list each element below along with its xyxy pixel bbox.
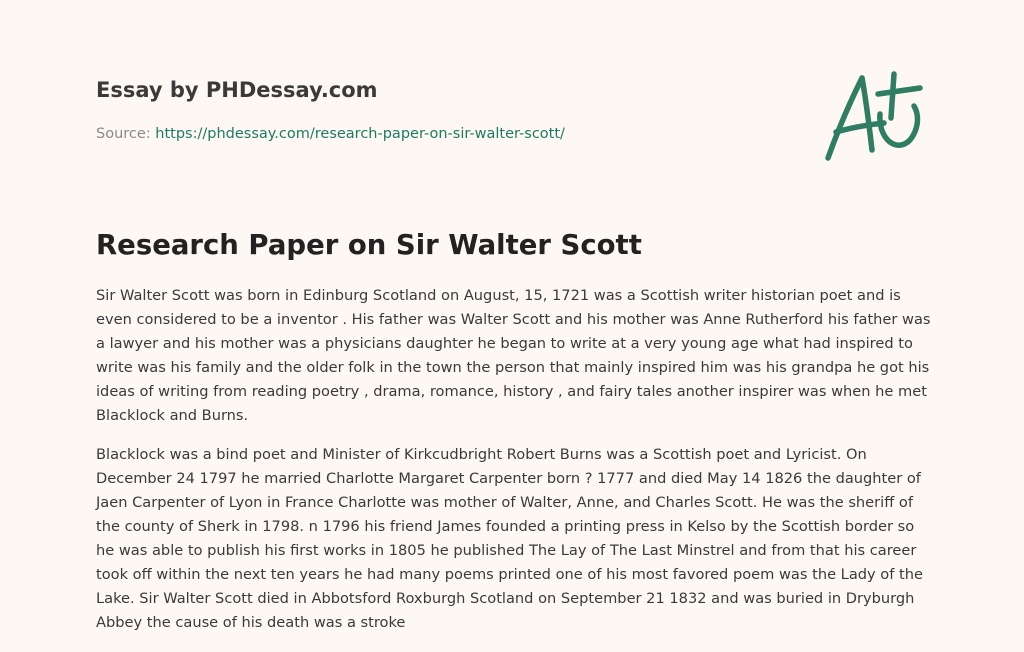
article-paragraph: Sir Walter Scott was born in Edinburg Scotland on August, 15, 1721 was a Scottish writer historian poet and is even considered to be a inventor . His father was Walter Scott and his mother was Anne Rutherford his father was a lawyer and his mother was a physicians daughter he began to write at a very young age what had inspired to write was his family and the older folk in the town the person that mainly inspired him was his grandpa he got his ideas of writing from reading poetry , drama, romance, history , and fairy tales another inspirer was when he met Blacklock and Burns. [96,287,931,424]
a-plus-logo-icon [822,68,926,164]
article-title: Research Paper on Sir Walter Scott [96,229,642,261]
source-link[interactable]: https://phdessay.com/research-paper-on-sir-walter-scott/ [155,126,565,142]
page-header [96,76,796,144]
article-paragraph: Blacklock was a bind poet and Minister of Kirkcudbright Robert Burns was a Scottish poet and Lyricist. On December 24 1797 he married Charlotte Margaret Carpenter born ? 1777 and died May 14 1826 the daughter of Jaen Carpenter of Lyon in France Charlotte was mother of Walter, Anne, and Charles Scott. He was the sheriff of the county of Sherk in 1798. n 1796 his friend James founded a printing press in Kelso by the Scottish border so he was able to publish his first works in 1805 he published The Lay of The Last Minstrel and from that his career took off within the next ten years he had many poems printed one of his most favored poem was the Lady of the Lake. Sir Walter Scott died in Abbotsford Roxburgh Scotland on September 21 1832 and was buried in Dryburgh Abbey the cause of his death was a stroke [96,446,923,631]
source-label: Source: [96,126,151,142]
site-brand: Essay by PHDessay.com [96,78,378,102]
source-line [96,124,796,144]
article-body [96,284,936,650]
a-plus-logo [822,68,926,164]
